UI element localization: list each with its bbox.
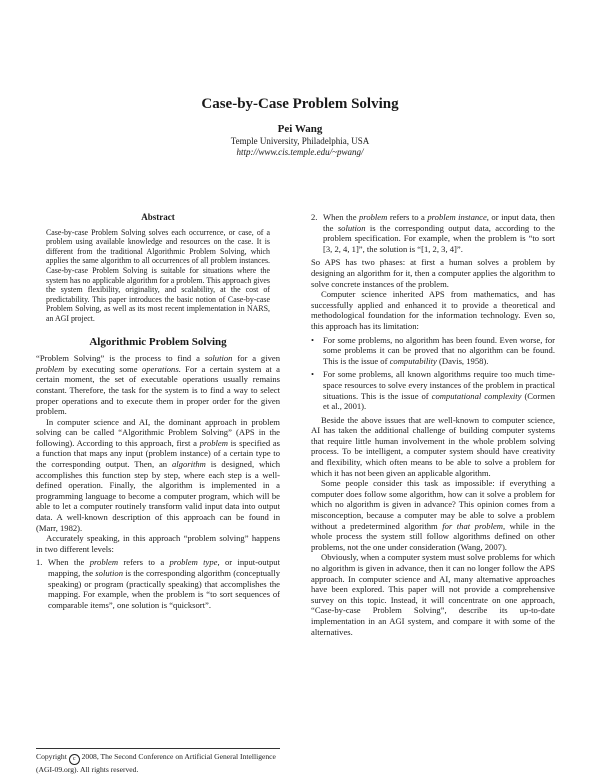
abstract-text: Case-by-case Problem Solving solves each occurrence, or case, of a problem using available knowledge and resources on the case. It is different from the traditional Algorithmic Problem Solving, which applies the same algorithm to all occurrences of all problem instances. Case-by-case Problem Solving is suitable for situations where the system has no applicable algorithm for a problem. This approach gives the system flexibility, originality, and scalability, at the cost of predictability. This paper introduces the basic notion of Case-by-case Problem Solving, as well as its most recent implementation in NARS, an AGI project. xyxy=(46,227,270,323)
copyright-notice: Copyright c 2008, The Second Conference on Artificial General Intelligence (AGI-09.org). All rights reserved. xyxy=(36,748,280,774)
paragraph-2: In computer science and AI, the dominant approach in problem solving can be called “Algorithmic Problem Solving” (APS in the following). According to this approach, first a problem is specified as a function that maps any input (problem instance) of a certain type to the corresponding output. Then, an algorithm is designed, which accomplishes this function step by step, where each step is a well-defined operation. Finally, the algorithm is implemented in a programming language to become a computer program, which will be able to let a computer routinely transform valid input data into output data. A well-known description of this approach can be found in (Marr, 1982). xyxy=(36,416,280,533)
paper-title: Case-by-Case Problem Solving xyxy=(201,96,399,112)
right-column xyxy=(311,212,555,637)
paragraph-8: Obviously, when a computer system must solve problems for which no algorithm is given in advance, then it can no longer follow the APS approach. In computer science and AI, many alternative approaches have been explored. This paper will not provide a comprehensive survey on this topic. Instead, it will concentrate on one approach, “Case-by-case Problem Solving”, describe its up-to-date implementation in an AGI system, and compare it with some of the alternatives. xyxy=(311,552,555,637)
abstract-heading: Abstract xyxy=(141,212,175,222)
bullet-icon: • xyxy=(311,334,315,345)
author-url[interactable]: http://www.cis.temple.edu/~pwang/ xyxy=(236,147,364,157)
section-heading: Algorithmic Problem Solving xyxy=(89,335,227,348)
copyright-icon: c xyxy=(69,754,80,765)
paragraph-7: Some people consider this task as impossible: if everything a computer does follow some algorithm, how can it solve a problem for which no algorithm is given in advance? This opinion comes from a misconception, because a computer may be able to solve a problem without a predetermined algorithm for that problem, while in the whole process the system still follow algorithms defined on other problems, not the one under consideration (Wang, 2007). xyxy=(311,478,555,552)
paragraph-1: “Problem Solving” is the process to find a solution for a given problem by executing some operations. For a certain system at a certain moment, the set of executable operations usually remains constant. Therefore, the task for the system is to find a way to select proper operations and to execute them in proper order for the given problem. xyxy=(36,353,280,417)
paragraph-6: Beside the above issues that are well-known to computer science, AI has taken the additional challenge of building computer systems that require little human involvement in the whole problem solving process. To be intelligent, a computer system should have creativity and flexibility, which often means to be able to solve a problem for which it has not been given an applicable algorithm. xyxy=(311,414,555,478)
paragraph-4: So APS has two phases: at first a human solves a problem by designing an algorithm for it, then a computer applies the algorithm to solve concrete instances of the problem. xyxy=(311,257,555,289)
bullet-icon: • xyxy=(311,369,315,380)
paper-header xyxy=(0,95,600,158)
left-column xyxy=(36,212,280,613)
paragraph-3: Accurately speaking, in this approach “problem solving” happens in two different levels: xyxy=(36,533,280,554)
paragraph-5: Computer science inherited APS from mathematics, and has successfully applied and enhanced it to provide a theoretical and methodological foundation for the information technology. Even so, this approach has its limitation: xyxy=(311,289,555,331)
limitation-list xyxy=(311,335,555,412)
author-affiliation: Temple University, Philadelphia, USA xyxy=(230,136,370,146)
bullet-item: • For some problems, no algorithm has been found. Even worse, for some problems it can be proved that no algorithm can be found. This is the issue of computability (Davis, 1958). xyxy=(311,334,555,366)
list-item: 2. When the problem refers to a problem instance, or input data, then the solution is the corresponding output data, according to the problem specification. For example, when the problem is “to sort [3, 2, 4, 1]”, the solution is “[1, 2, 3, 4]”. xyxy=(311,212,555,254)
author-name: Pei Wang xyxy=(277,123,323,135)
list-number: 2. xyxy=(311,212,318,222)
list-item: 1. When the problem refers to a problem type, or input-output mapping, the solution is the corresponding algorithm (conceptually speaking) or program (practically speaking) that accomplishes the mapping. For example, when the problem is “to sort sequences of comparable items”, one solution is “quicksort”. xyxy=(36,557,280,610)
list-number: 1. xyxy=(36,557,43,568)
bullet-item: • For some problems, all known algorithms require too much time-space resources to solve every instances of the problem in practical situations. This is the issue of computational complexity (Cormen et al., 2001). xyxy=(311,369,555,412)
level-list xyxy=(36,557,280,610)
level-list-continued xyxy=(311,212,555,254)
